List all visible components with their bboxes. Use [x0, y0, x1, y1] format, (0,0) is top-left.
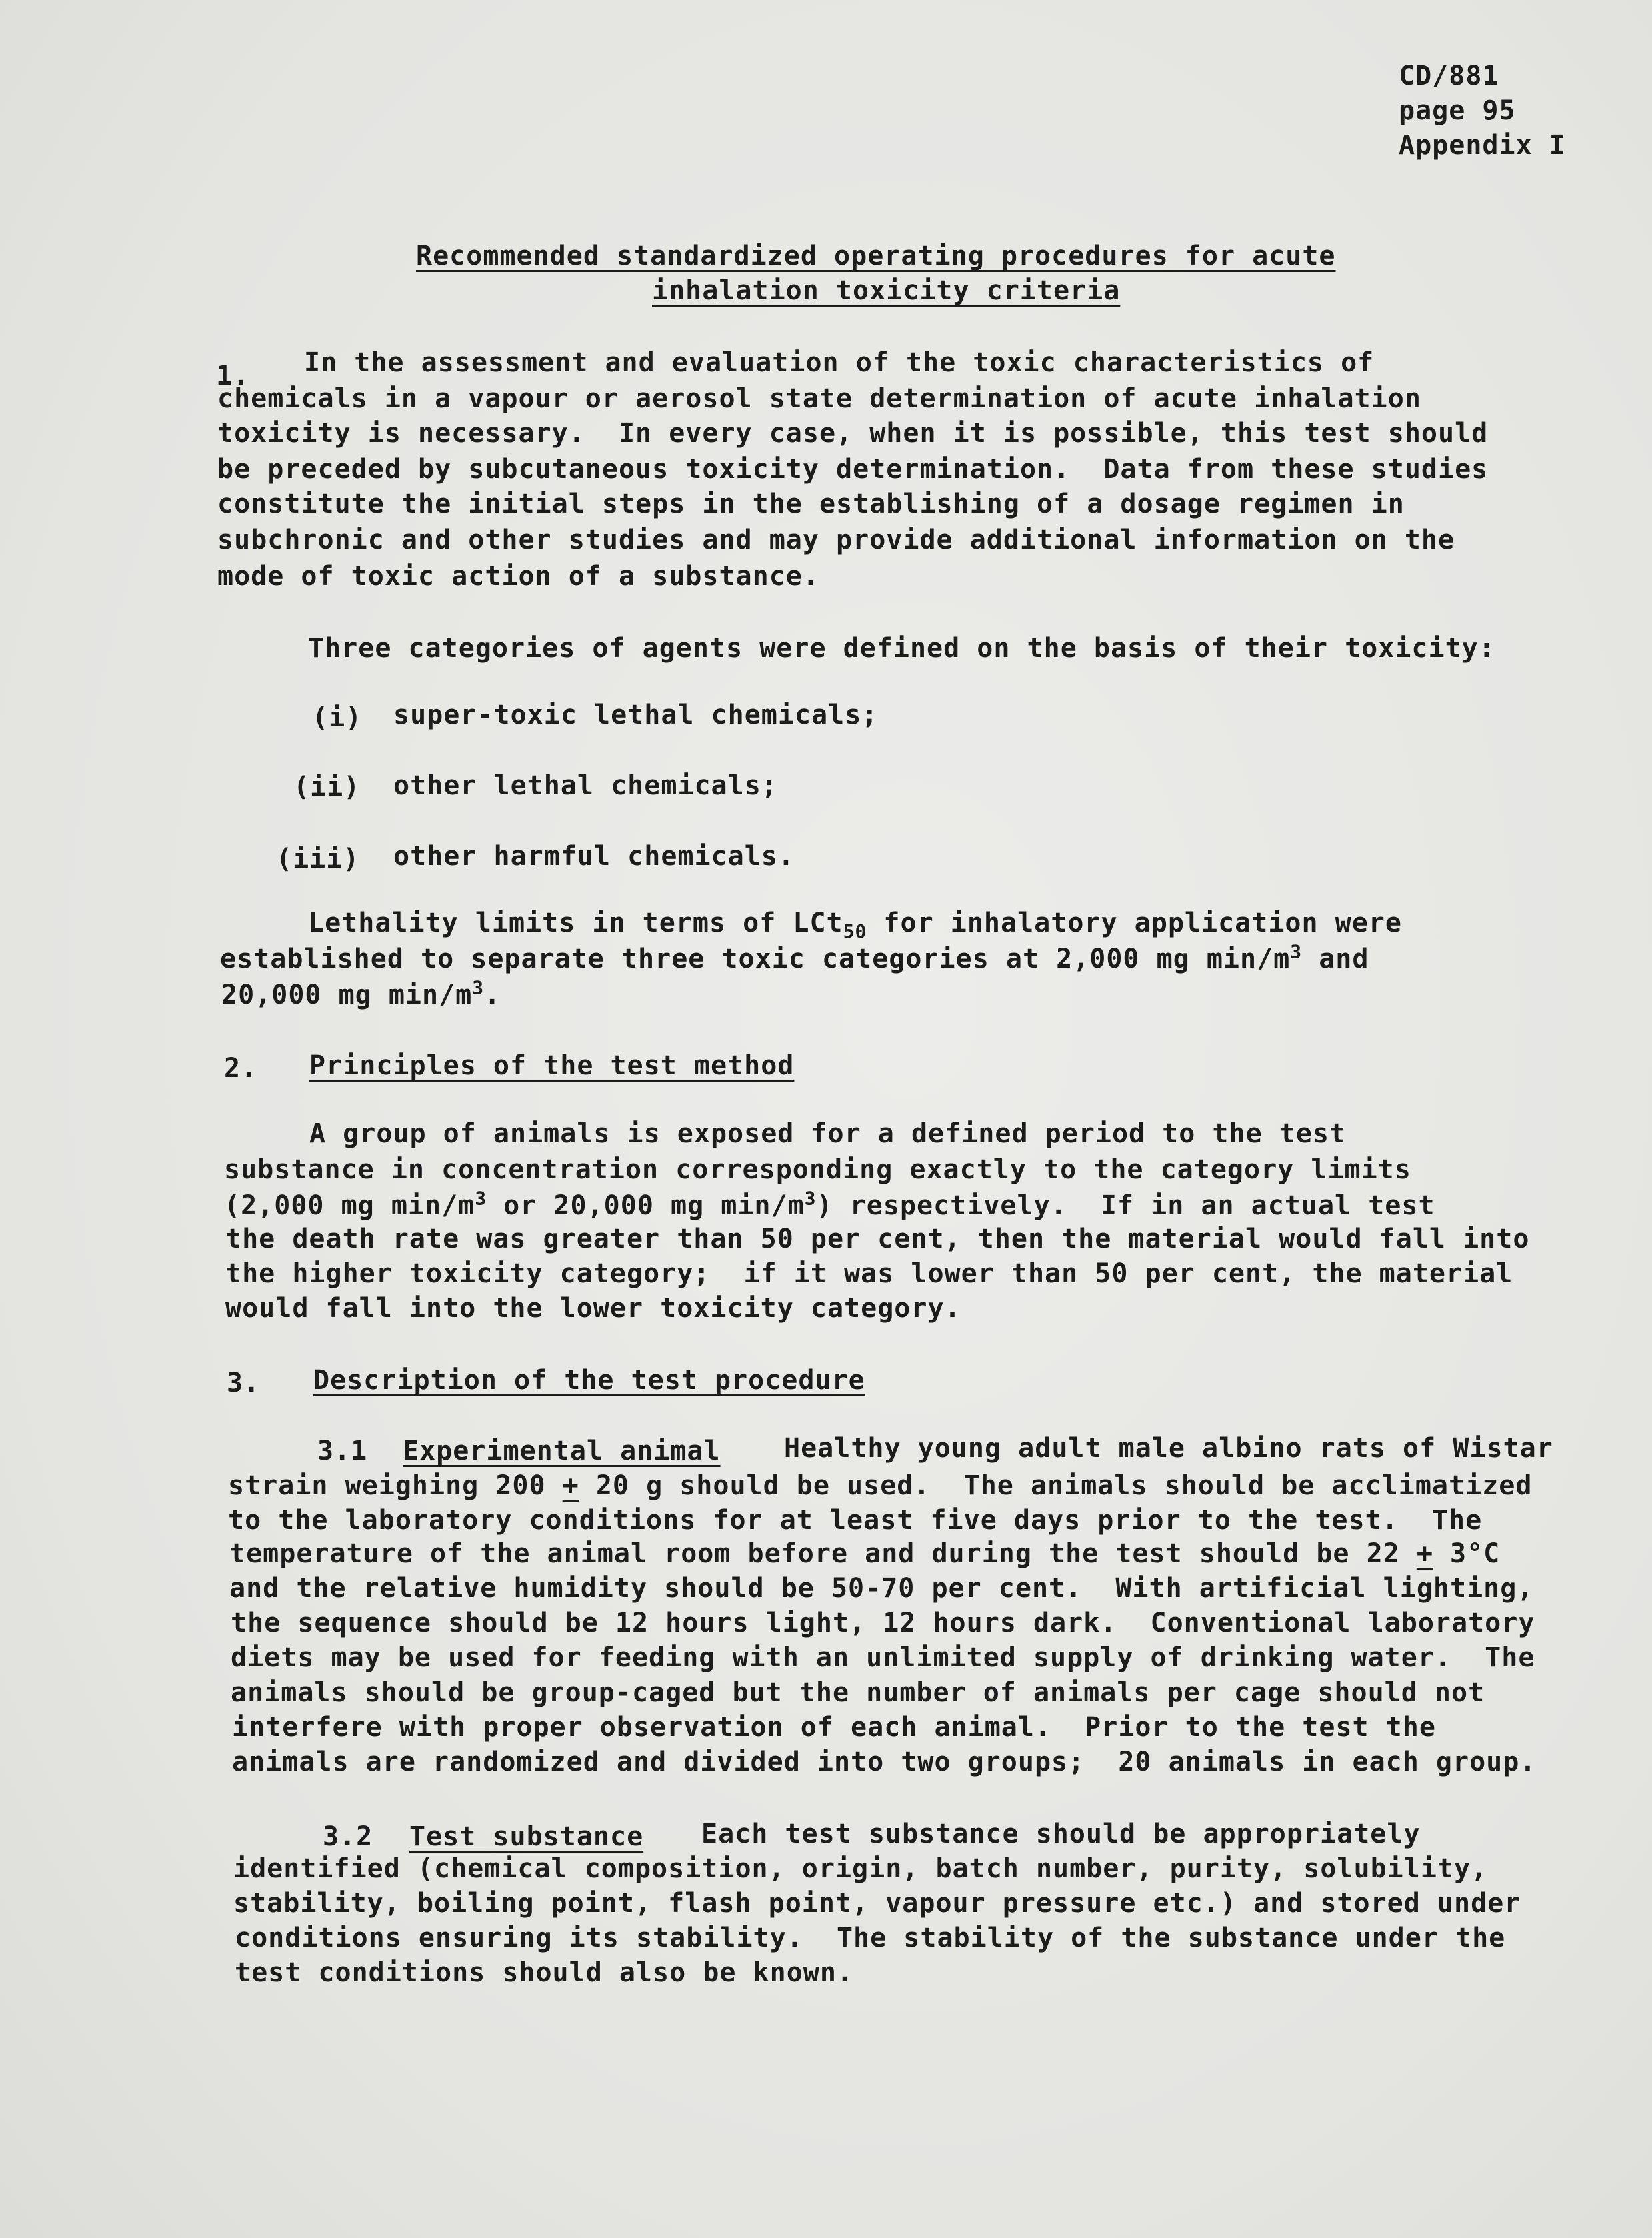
subsection-3-2-line: test conditions should also be known.	[235, 1957, 854, 1988]
subsection-3-2-number: 3.2	[323, 1821, 373, 1852]
category-text: super-toxic lethal chemicals;	[393, 700, 879, 730]
section-2-line: (2,000 mg $\min/m^3$ or 20,000 mg $\min/m^3$) respectively. If in an actual test	[224, 1187, 1435, 1221]
subsection-3-1-line: interfere with proper observation of each animal. Prior to the test the	[232, 1712, 1436, 1743]
para-1-line: be preceded by subcutaneous toxicity determination. Data from these studies	[217, 454, 1489, 485]
subsection-3-1-line: animals are randomized and divided into two groups; 20 animals in each group.	[232, 1747, 1537, 1777]
para-1-line: subchronic and other studies and may provide additional information on the	[217, 525, 1455, 555]
category-text: other harmful chemicals.	[393, 841, 795, 872]
subsection-3-1-line: diets may be used for feeding with an unlimited supply of drinking water. The	[231, 1642, 1535, 1673]
section-3-heading: Description of the test procedure	[313, 1365, 865, 1396]
subsection-3-1-line: strain weighing 200 + 20 g should be used. The animals should be acclimatized	[228, 1470, 1533, 1501]
subsection-3-1-line: temperature of the animal room before and during the test should be 22 + 3°C	[229, 1538, 1501, 1569]
title-line-2: inhalation toxicity criteria	[652, 275, 1121, 306]
section-2-line: would fall into the lower toxicity category.	[225, 1293, 961, 1324]
subsection-3-1-line: and the relative humidity should be 50-70 per cent. With artificial lighting,	[229, 1573, 1534, 1604]
lethality-line-3: 20,000 mg $\min/m^3$.	[221, 976, 501, 1010]
subsection-3-1-line: to the laboratory conditions for at least five days prior to the test. The	[228, 1505, 1483, 1536]
para-1-number: 1.	[216, 361, 250, 391]
section-2-line: A group of animals is exposed for a defined period to the test	[309, 1118, 1347, 1149]
subsection-3-1-line: the sequence should be 12 hours light, 12 hours dark. Conventional laboratory	[231, 1608, 1535, 1638]
doc-code: CD/881	[1399, 61, 1499, 91]
para-1-line: constitute the initial steps in the establishing of a dosage regimen in	[217, 489, 1405, 519]
appendix-label: Appendix I	[1399, 130, 1566, 161]
subsection-3-2-line: conditions ensuring its stability. The stability of the substance under the	[235, 1923, 1506, 1953]
category-number: (ii)	[293, 772, 361, 802]
category-number: (iii)	[276, 844, 360, 874]
subsection-3-2-line: Each test substance should be appropriately	[701, 1819, 1421, 1849]
subsection-3-1-heading: Experimental animal	[403, 1436, 721, 1466]
subsection-3-1-number: 3.1	[317, 1436, 368, 1466]
section-2-line: the higher toxicity category; if it was lower than 50 per cent, the material	[225, 1258, 1513, 1289]
section-3-number: 3.	[227, 1368, 261, 1398]
categories-intro: Three categories of agents were defined on the basis of their toxicity:	[308, 633, 1495, 664]
subsection-3-2-heading: Test substance	[409, 1821, 644, 1852]
subsection-3-2-line: stability, boiling point, flash point, vapour pressure etc.) and stored under	[233, 1888, 1521, 1919]
category-text: other lethal chemicals;	[393, 770, 778, 801]
para-1-line: toxicity is necessary. In every case, when it is possible, this test should	[217, 418, 1489, 449]
section-2-heading: Principles of the test method	[309, 1050, 795, 1081]
para-1-line: chemicals in a vapour or aerosol state determination of acute inhalation	[217, 383, 1421, 414]
section-2-line: substance in concentration corresponding exactly to the category limits	[224, 1154, 1411, 1185]
category-number: (i)	[312, 702, 363, 733]
section-2-number: 2.	[224, 1053, 258, 1084]
subsection-3-1-line: Healthy young adult male albino rats of Wistar	[784, 1433, 1553, 1464]
page-number: page 95	[1399, 95, 1516, 126]
section-2-line: the death rate was greater than 50 per cent, then the material would fall into	[225, 1224, 1530, 1254]
subsection-3-1-line: animals should be group-caged but the number of animals per cage should not	[231, 1677, 1485, 1708]
subsection-3-2-line: identified (chemical composition, origin, batch number, purity, solubility,	[233, 1853, 1488, 1884]
title-line-1: Recommended standardized operating procedures for acute	[416, 241, 1336, 271]
lethality-line-1: Lethality limits in terms of LCt$_{50}$ for inhalatory application were	[308, 908, 1402, 942]
para-1-line: mode of toxic action of a substance.	[217, 561, 819, 592]
lethality-line-2: established to separate three toxic categories at 2,000 mg $\min/m^3$ and	[220, 940, 1369, 974]
para-1-line: In the assessment and evaluation of the toxic characteristics of	[304, 347, 1375, 378]
